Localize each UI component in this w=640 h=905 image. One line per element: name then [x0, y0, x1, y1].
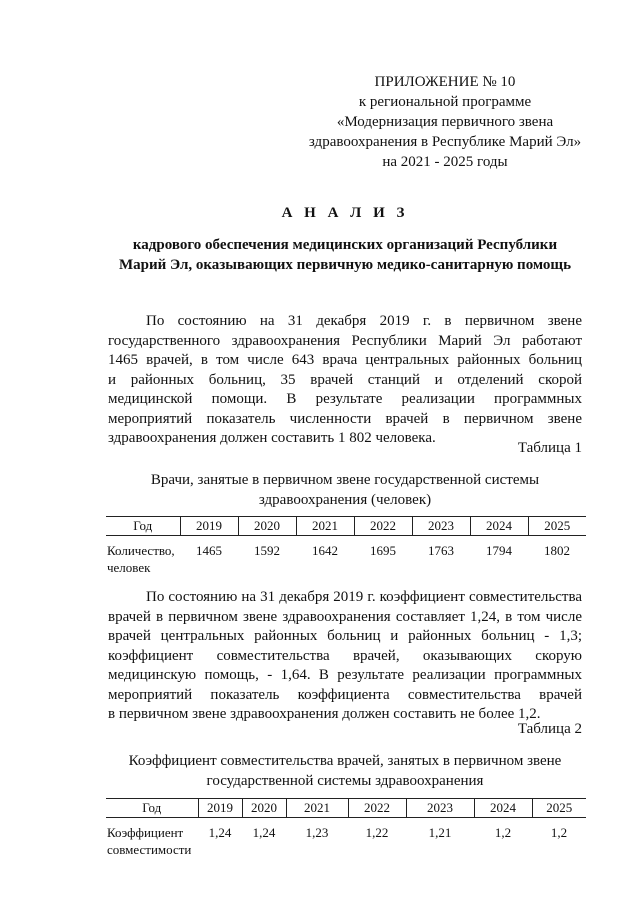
table-2-caption-line-2: государственной системы здравоохранения — [206, 772, 484, 789]
paragraph-line: 1465 врачей, в том числе 643 врача центральных районных больниц — [108, 352, 582, 368]
table-1-caption-line-2: здравоохранения (человек) — [258, 491, 432, 508]
table-1-doctors — [106, 516, 586, 576]
paragraph-line: здравоохранения должен составить 1 802 человека. — [108, 430, 436, 446]
table-header-year: 2019 — [180, 517, 238, 536]
appendix-program-region: здравоохранения в Республике Марий Эл» — [308, 134, 582, 150]
paragraph-line: По состоянию на 31 декабря 2019 г. коэффициент совместительства — [146, 589, 582, 605]
paragraph-line: государственного здравоохранения Республики Марий Эл работают — [108, 332, 582, 349]
table-cell: 1,22 — [365, 825, 389, 840]
table-header-year: 2021 — [286, 799, 348, 818]
table-header-year: 2023 — [406, 799, 474, 818]
table-1-caption — [100, 471, 590, 510]
table-cell: 1,23 — [305, 825, 329, 840]
table-header-year: 2020 — [242, 799, 286, 818]
table-cell: 1794 — [486, 543, 512, 558]
table-row — [106, 536, 586, 577]
table-header-year: 2024 — [474, 799, 532, 818]
table-2-caption — [100, 752, 590, 791]
table-header-year: 2021 — [296, 517, 354, 536]
paragraph-line: мероприятий показатель численности врачей в первичном звене — [108, 410, 582, 427]
table-header-row — [106, 517, 586, 536]
table-cell: 1763 — [428, 543, 454, 558]
table-cell: 1592 — [254, 543, 280, 558]
paragraph-line: медицинскую помощь, - 1,64. В результате реализации программных — [108, 667, 582, 683]
table-header-row — [106, 799, 586, 818]
table-cell: 1,21 — [428, 825, 452, 840]
table-header-year: 2023 — [412, 517, 470, 536]
table-cell: 1802 — [544, 543, 570, 558]
table-cell: 1,2 — [550, 825, 568, 840]
table-cell: 1642 — [312, 543, 338, 558]
paragraph-coefficient — [108, 588, 582, 725]
table-row-label — [106, 536, 180, 577]
subtitle-line-1: кадрового обеспечения медицинских организаций Республики — [132, 237, 558, 253]
appendix-header — [300, 72, 590, 172]
table-header-year: 2019 — [198, 799, 242, 818]
paragraph-line: и районных больниц, 35 врачей станций и отделений скорой — [108, 371, 582, 388]
row-label-line-2: человек — [107, 560, 151, 575]
table-header-year: 2022 — [348, 799, 406, 818]
table-1-caption-line-1: Врачи, занятые в первичном звене государственной системы — [150, 472, 540, 488]
table-header-year-label: Год — [106, 799, 198, 818]
row-label-line-1: Коэффициент — [107, 825, 184, 840]
paragraph-line: врачей в первичном звене здравоохранения составляет 1,24, в том числе — [108, 608, 582, 625]
paragraph-line: коэффициент совместительства врачей, оказывающих скорую — [108, 647, 582, 664]
paragraph-line: врачей центральных районных больниц и районных больниц - 1,3; — [108, 628, 582, 644]
subtitle-line-2: Марий Эл, оказывающих первичную медико-санитарную помощь — [118, 257, 572, 273]
appendix-program-years: на 2021 - 2025 годы — [382, 154, 508, 170]
row-label-line-2: совместимости — [107, 842, 192, 857]
table-cell: 1465 — [196, 543, 222, 558]
appendix-number: ПРИЛОЖЕНИЕ № 10 — [374, 74, 516, 90]
table-2-caption-line-1: Коэффициент совместительства врачей, занятых в первичном звене — [128, 753, 562, 769]
table-cell: 1,24 — [252, 825, 276, 840]
paragraph-doctors-count — [108, 312, 582, 449]
table-header-year-label: Год — [106, 517, 180, 536]
table-header-year: 2024 — [470, 517, 528, 536]
table-cell: 1,2 — [494, 825, 512, 840]
table-2-label: Таблица 2 — [517, 721, 582, 737]
paragraph-line: мероприятий показатель коэффициента совместительства врачей — [108, 686, 582, 703]
table-header-year: 2025 — [532, 799, 586, 818]
table-header-year: 2022 — [354, 517, 412, 536]
paragraph-line: По состоянию на 31 декабря 2019 г. в первичном звене — [146, 313, 582, 329]
paragraph-line: в первичном звене здравоохранения должен составить не более 1,2. — [108, 706, 541, 722]
row-label-line-1: Количество, — [107, 543, 175, 558]
document-title: А Н А Л И З — [281, 205, 409, 221]
table-1-label: Таблица 1 — [517, 440, 582, 456]
appendix-program-name: «Модернизация первичного звена — [336, 114, 554, 130]
appendix-program: к региональной программе — [358, 94, 532, 110]
table-cell: 1695 — [370, 543, 396, 558]
paragraph-line: медицинской помощи. В результате реализации программных — [108, 391, 582, 407]
table-2-coefficient — [106, 798, 586, 858]
table-row — [106, 818, 586, 859]
table-cell: 1,24 — [208, 825, 232, 840]
table-header-year: 2025 — [528, 517, 586, 536]
table-header-year: 2020 — [238, 517, 296, 536]
document-subtitle — [95, 235, 595, 275]
table-row-label — [106, 818, 198, 859]
